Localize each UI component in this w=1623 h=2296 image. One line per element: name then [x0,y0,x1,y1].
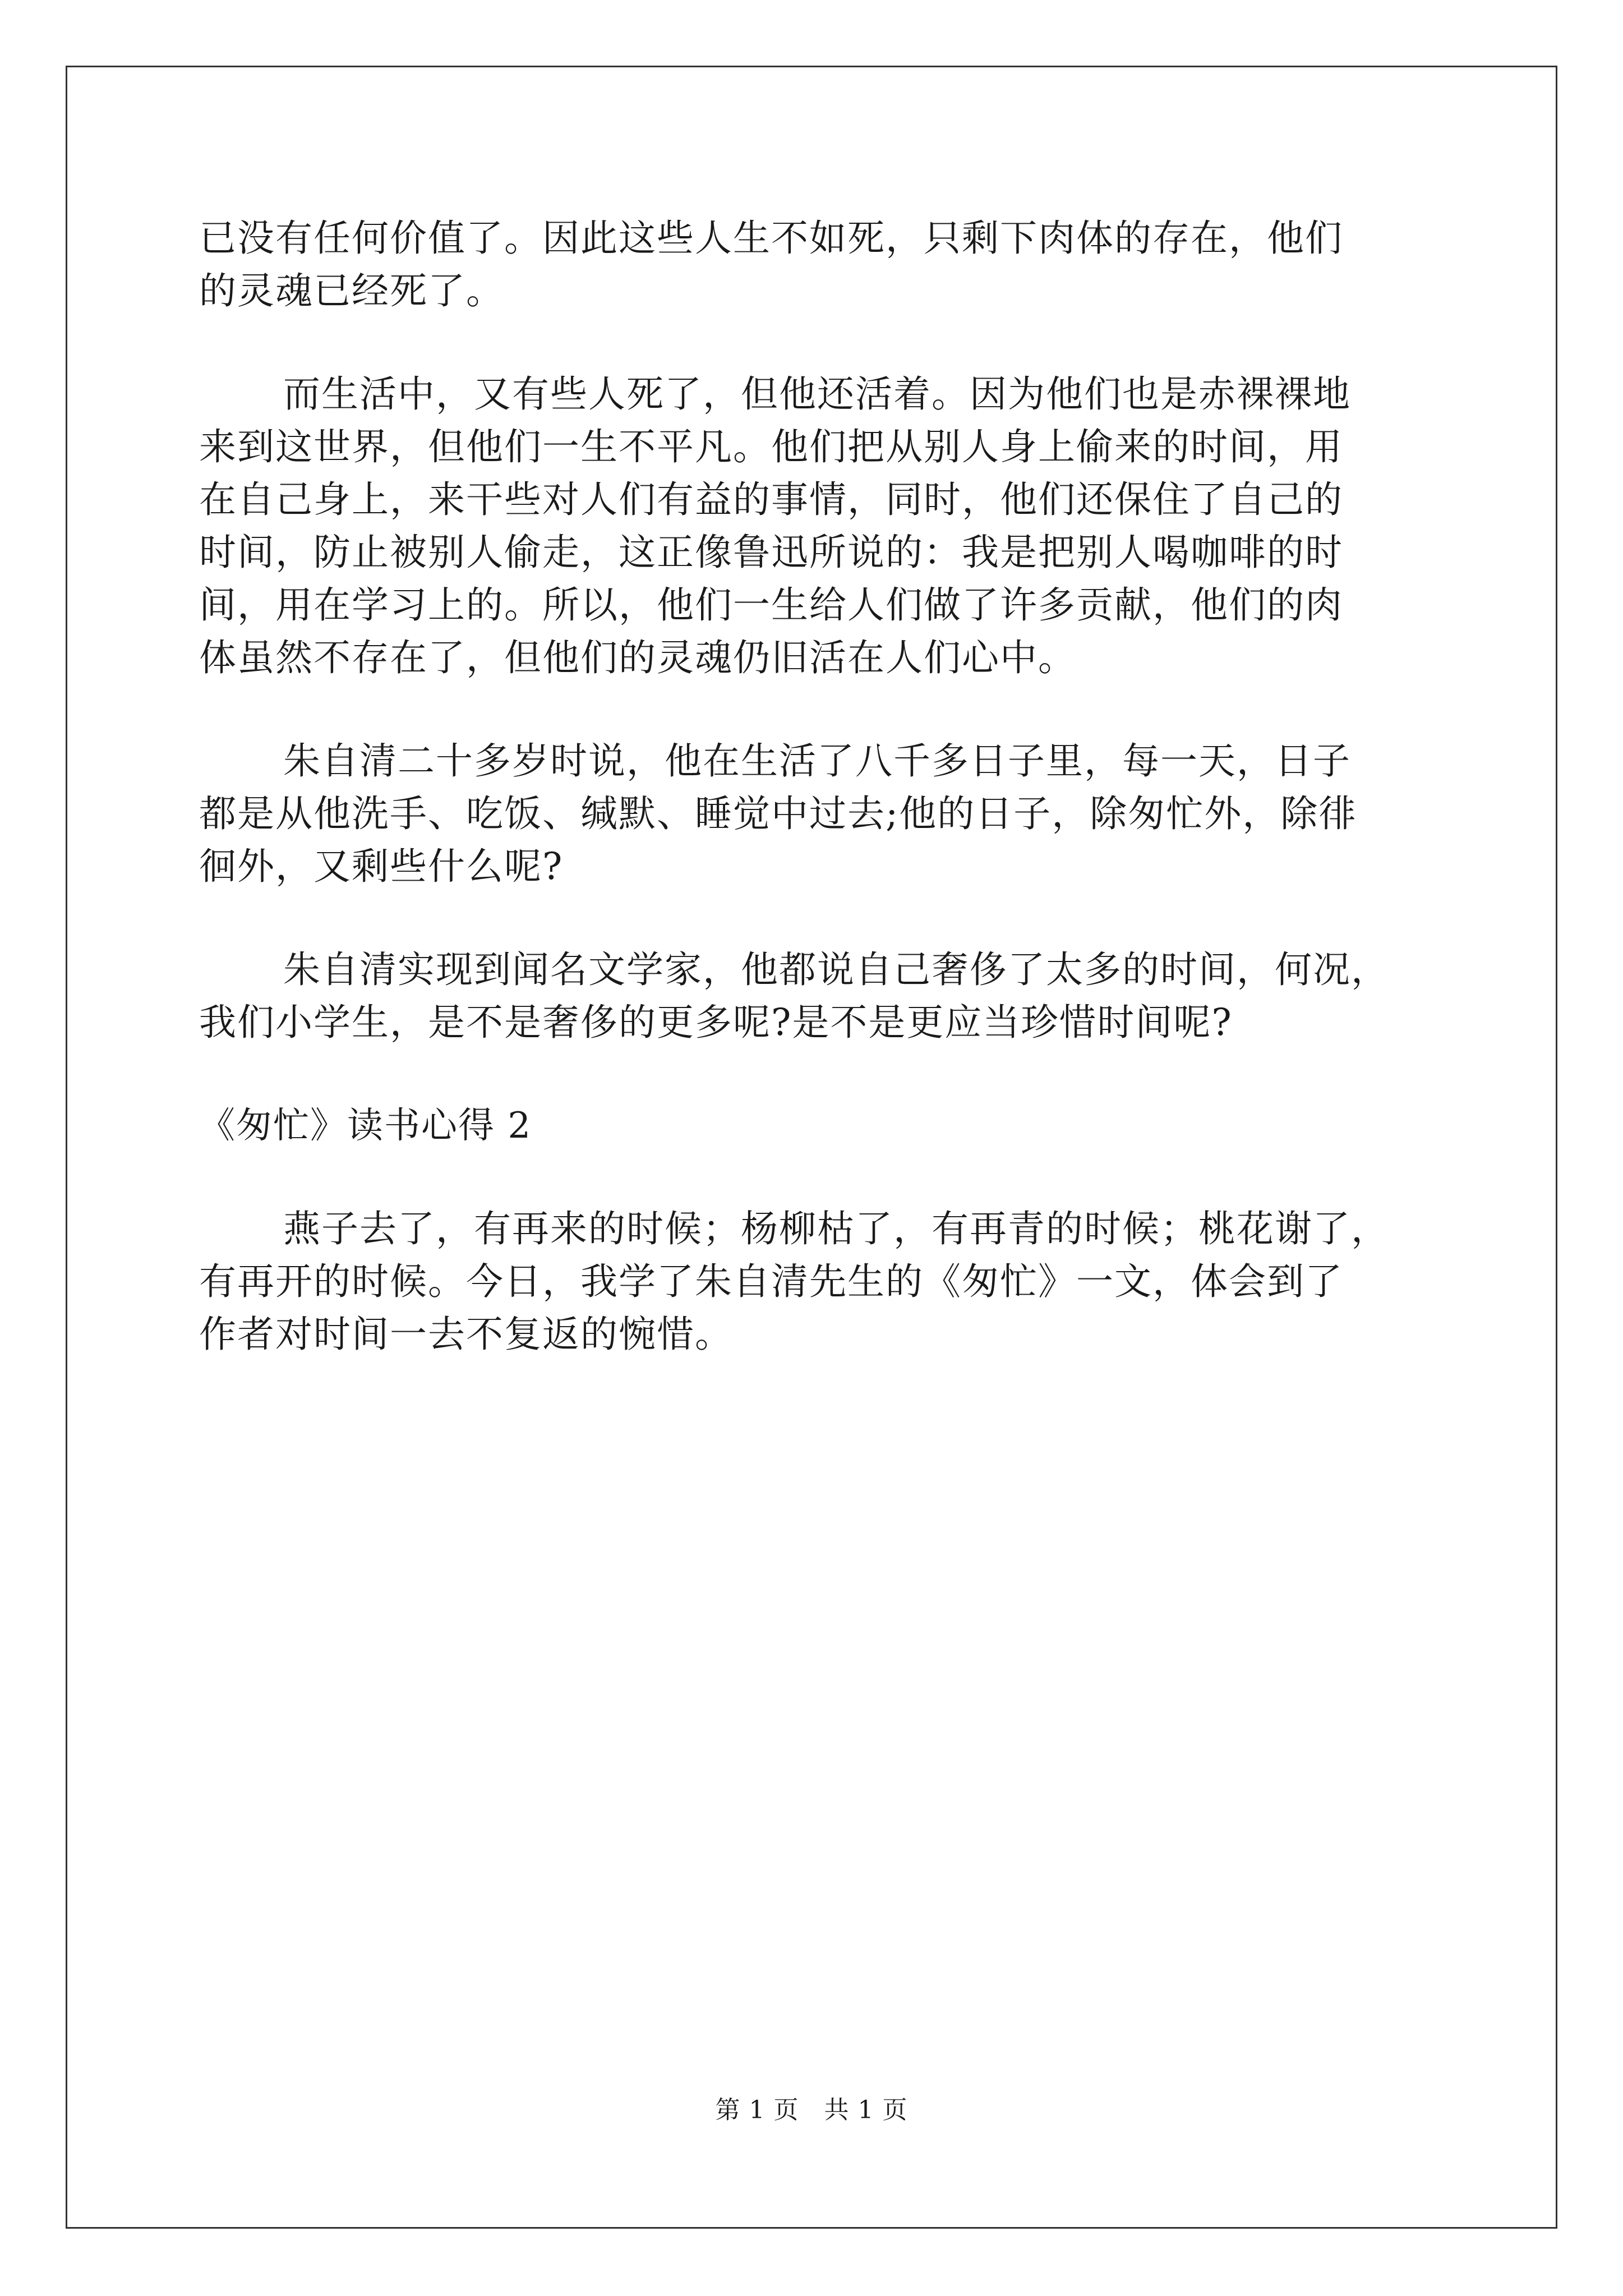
text-line: 都是从他洗手、吃饭、缄默、睡觉中过去;他的日子，除匆忙外，除徘 [199,792,1357,835]
paragraph-2 [199,368,1427,684]
text-line: 徊外，又剩些什么呢? [199,845,564,888]
paragraph-1 [199,212,1427,318]
paragraph-3 [199,735,1427,893]
text-line: 朱自清二十多岁时说，他在生活了八千多日子里，每一天，日子 [283,739,1351,783]
text-line: 朱自清实现到闻名文学家，他都说自己奢侈了太多的时间，何况， [283,948,1389,991]
document-body [199,212,1427,1361]
text-line: 体虽然不存在了，但他们的灵魂仍旧活在人们心中。 [199,636,1076,679]
paragraph-5 [199,1203,1427,1361]
text-line: 时间，防止被别人偷走，这正像鲁迅所说的：我是把别人喝咖啡的时 [199,531,1343,574]
text-line: 在自己身上，来干些对人们有益的事情，同时，他们还保住了自己的 [199,478,1343,521]
text-line: 而生活中，又有些人死了，但他还活着。因为他们也是赤裸裸地 [283,372,1351,416]
section-title: 《匆忙》读书心得 2 [199,1105,532,1147]
text-line: 作者对时间一去不复返的惋惜。 [199,1313,733,1356]
text-line: 已没有任何价值了。因此这些人生不如死，只剩下肉体的存在，他们 [199,217,1343,260]
page-number-footer: 第 1 页 共 1 页 [715,2096,908,2124]
section-heading [199,1099,1427,1152]
text-line: 的灵魂已经死了。 [199,269,504,312]
text-line: 来到这世界，但他们一生不平凡。他们把从别人身上偷来的时间，用 [199,425,1343,468]
paragraph-4 [199,944,1427,1049]
text-line: 我们小学生，是不是奢侈的更多呢?是不是更应当珍惜时间呢? [199,1001,1233,1044]
text-line: 燕子去了，有再来的时候；杨柳枯了，有再青的时候；桃花谢了， [283,1207,1389,1250]
text-line: 间，用在学习上的。所以，他们一生给人们做了许多贡献，他们的肉 [199,583,1343,627]
text-line: 有再开的时候。今日，我学了朱自清先生的《匆忙》一文，体会到了 [199,1260,1343,1303]
